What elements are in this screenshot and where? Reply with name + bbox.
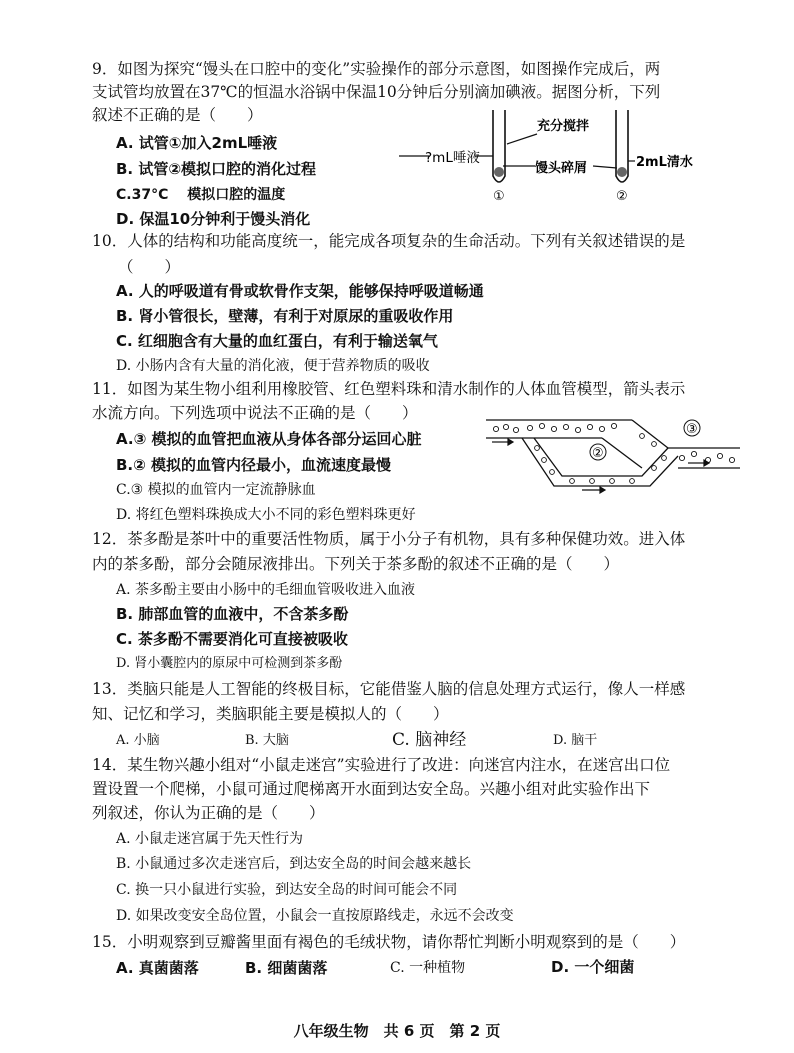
q15-option-a: A. 真菌菌落 — [116, 959, 199, 977]
tube-2-label: ② — [616, 189, 628, 204]
q12-option-a: A. 茶多酚主要由小肠中的毛细血管吸收进入血液 — [116, 582, 416, 598]
q13-option-c: C. 脑神经 — [392, 730, 467, 750]
q11-option-d: D. 将红色塑料珠换成大小不同的彩色塑料珠更好 — [116, 507, 416, 523]
q13-stem-line-1: 13．类脑只能是人工智能的终极目标，它能借鉴人脑的信息处理方式运行，像人一样感 — [92, 680, 686, 698]
q14-stem-line-1: 14．某生物兴趣小组对“小鼠走迷宫”实验进行了改进：向迷宫内注水，在迷宫出口位 — [92, 756, 671, 774]
test-tube-2 — [616, 110, 628, 182]
q11-stem-line-1: 11．如图为某生物小组利用橡胶管、红色塑料珠和清水制作的人体血管模型，箭头表示 — [92, 380, 686, 398]
q13-option-d: D. 脑干 — [553, 733, 598, 748]
q15-option-d: D. 一个细菌 — [551, 958, 635, 976]
q10-stem-line-1: 10．人体的结构和功能高度统一，能完成各项复杂的生命活动。下列有关叙述错误的是 — [92, 232, 686, 250]
q9-option-a: A. 试管①加入2mL唾液 — [116, 134, 278, 152]
q10-stem-line-2: （ ） — [118, 258, 181, 276]
page-footer: 八年级生物 共 6 页 第 2 页 — [293, 1022, 501, 1040]
q12-stem-line-2: 内的茶多酚，部分会随尿液排出。下列关于茶多酚的叙述不正确的是（ ） — [92, 555, 620, 573]
q12-option-c: C. 茶多酚不需要消化可直接被吸收 — [116, 630, 348, 648]
q9-option-d: D. 保温10分钟利于馒头消化 — [116, 210, 311, 228]
q9-stem-line-3: 叙述不正确的是（ ） — [92, 106, 263, 124]
saliva-label: ?mL唾液 — [425, 150, 480, 166]
q12-option-d: D. 肾小囊腔内的原尿中可检测到茶多酚 — [116, 656, 343, 671]
stir-label: 充分搅拌 — [537, 119, 590, 134]
q12-option-b: B. 肺部血管的血液中，不含茶多酚 — [116, 605, 349, 623]
q13-stem-line-2: 知、记忆和学习，类脑职能主要是模拟人的（ ） — [92, 705, 449, 723]
q14-option-d: D. 如果改变安全岛位置，小鼠会一直按原路线走，永远不会改变 — [116, 908, 514, 924]
q11-option-a: A.③ 模拟的血管把血液从身体各部分运回心脏 — [116, 430, 422, 448]
q9-stem-line-1: 9．如图为探究“馒头在口腔中的变化”实验操作的部分示意图，如图操作完成后，两 — [92, 60, 661, 78]
q15-stem-line-1: 15．小明观察到豆瓣酱里面有褐色的毛绒状物，请你帮忙判断小明观察到的是（ ） — [92, 933, 686, 951]
q10-option-b: B. 肾小管很长，壁薄，有利于对原尿的重吸收作用 — [116, 307, 454, 325]
q14-option-b: B. 小鼠通过多次走迷宫后，到达安全岛的时间会越来越长 — [116, 856, 472, 872]
q11-blood-vessel-model — [482, 402, 744, 498]
q10-option-c: C. 红细胞含有大量的血红蛋白，有利于输送氧气 — [116, 332, 438, 350]
water-label: 2mL清水 — [636, 155, 693, 170]
q14-stem-line-3: 列叙述，你认为正确的是（ ） — [92, 804, 325, 822]
q10-option-d: D. 小肠内含有大量的消化液，便于营养物质的吸收 — [116, 358, 430, 374]
q13-option-b: B. 大脑 — [245, 733, 289, 748]
q13-option-a: A. 小脑 — [116, 733, 160, 748]
q14-option-a: A. 小鼠走迷宫属于先天性行为 — [116, 831, 304, 847]
q9-option-b: B. 试管②模拟口腔的消化过程 — [116, 160, 317, 178]
q10-option-a: A. 人的呼吸道有骨或软骨作支架，能够保持呼吸道畅通 — [116, 282, 484, 300]
crumbs-label: 馒头碎屑 — [535, 161, 588, 176]
q9-stem-line-2: 支试管均放置在37℃的恒温水浴锅中保温10分钟后分别滴加碘液。据图分析，下列 — [92, 83, 661, 101]
q15-option-c: C. 一种植物 — [390, 960, 466, 976]
q12-stem-line-1: 12．茶多酚是茶叶中的重要活性物质，属于小分子有机物，具有多种保健功效。进入体 — [92, 530, 686, 548]
q14-stem-line-2: 置设置一个爬梯，小鼠可通过爬梯离开水面到达安全岛。兴趣小组对此实验作出下 — [92, 780, 651, 798]
test-tube-1 — [493, 110, 505, 182]
q9-option-c: C.37°C 模拟口腔的温度 — [116, 187, 286, 203]
q11-option-b: B.② 模拟的血管内径最小，血流速度最慢 — [116, 456, 392, 474]
q15-option-b: B. 细菌菌落 — [245, 959, 328, 977]
vessel-label-2: ② — [592, 446, 604, 461]
q14-option-c: C. 换一只小鼠进行实验，到达安全岛的时间可能会不同 — [116, 882, 458, 898]
q9-test-tube-figure — [395, 106, 705, 206]
vessel-label-3: ③ — [686, 422, 698, 437]
q11-option-c: C.③ 模拟的血管内一定流静脉血 — [116, 482, 316, 498]
tube-1-label: ① — [493, 189, 505, 204]
q11-stem-line-2: 水流方向。下列选项中说法不正确的是（ ） — [92, 404, 418, 422]
